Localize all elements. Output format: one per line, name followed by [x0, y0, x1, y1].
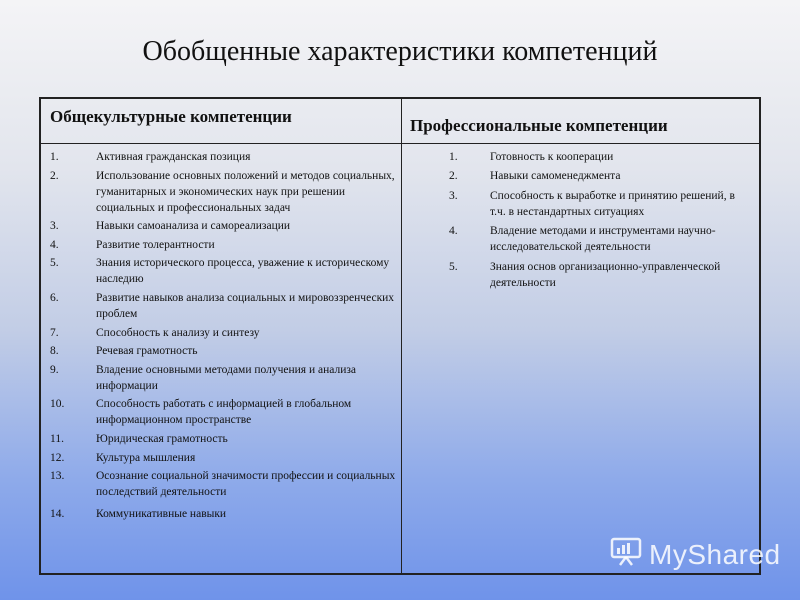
item-text: Знания основ организационно-управленческой деятельности: [490, 260, 721, 289]
item-number: 11.: [50, 432, 64, 445]
item-text: Осознание социальной значимости профессии и социальных последствий деятельности: [96, 470, 396, 499]
item-text: Развитие толерантности: [96, 238, 215, 251]
item-text: Активная гражданская позиция: [96, 151, 251, 163]
list-item: [50, 431, 398, 447]
item-text: Коммуникативные навыки: [96, 508, 227, 521]
professional-competencies-list: [449, 149, 749, 294]
presentation-board-icon: [609, 534, 649, 575]
item-number: 2.: [449, 170, 458, 183]
list-item: [50, 362, 398, 394]
list-item: [449, 168, 749, 184]
item-text: Навыки самоанализа и самореализации: [96, 220, 291, 233]
list-item: [50, 343, 398, 359]
watermark-text: MyShared: [649, 538, 781, 570]
watermark: [609, 534, 781, 575]
list-item: [50, 325, 398, 341]
item-number: 6.: [50, 291, 59, 304]
item-number: 9.: [50, 363, 59, 376]
item-number: 1.: [50, 151, 59, 163]
item-number: 13.: [50, 470, 65, 483]
item-number: 8.: [50, 345, 59, 358]
item-number: 12.: [50, 451, 65, 464]
list-item: [449, 223, 749, 255]
general-competencies-cell: [41, 144, 402, 573]
list-item: [50, 450, 398, 466]
list-item: [50, 168, 398, 216]
item-text: Способность к анализу и синтезу: [96, 326, 260, 339]
item-number: 7.: [50, 326, 59, 339]
slide-title: Обобщенные характеристики компетенций: [142, 36, 658, 67]
list-item: [50, 396, 398, 428]
item-text: Владение методами и инструментами научно-исследовательской деятельности: [490, 225, 716, 254]
item-text: Знания исторического процесса, уважение к историческому наследию: [96, 257, 390, 286]
header-cell-professional: [402, 99, 759, 144]
item-text: Способность к выработке и принятию решений, в т.ч. в нестандартных ситуациях: [490, 189, 735, 218]
item-text: Способность работать с информацией в глобальном информационном пространстве: [96, 398, 352, 427]
item-number: 4.: [50, 238, 59, 251]
list-item: [50, 255, 398, 287]
item-text: Юридическая грамотность: [96, 432, 228, 445]
list-item: [449, 149, 749, 165]
general-competencies-list: [50, 149, 398, 525]
item-text: Культура мышления: [96, 451, 196, 464]
item-text: Навыки самоменеджмента: [490, 170, 621, 183]
list-item: [50, 237, 398, 253]
list-item: [50, 218, 398, 234]
item-number: 2.: [50, 169, 59, 182]
header-cell-general: [41, 99, 402, 144]
item-number: 3.: [449, 189, 458, 202]
item-text: Использование основных положений и методов социальных, гуманитарных и экономических наук при решении социальных и профессиональных задач: [96, 169, 395, 214]
header-general: Общекультурные компетенции: [50, 107, 292, 126]
item-number: 10.: [50, 398, 65, 411]
item-number: 1.: [449, 151, 458, 163]
item-text: Готовность к кооперации: [490, 151, 614, 163]
item-number: 3.: [50, 220, 59, 233]
list-item: [50, 506, 398, 522]
item-number: 5.: [50, 257, 59, 270]
item-text: Владение основными методами получения и анализа информации: [96, 363, 356, 392]
item-text: Речевая грамотность: [96, 345, 198, 358]
professional-competencies-cell: [402, 144, 759, 573]
list-item: [50, 290, 398, 322]
item-text: Развитие навыков анализа социальных и мировоззренческих проблем: [96, 291, 395, 320]
list-item: [50, 149, 398, 165]
list-item: [449, 188, 749, 220]
competencies-table: [39, 97, 761, 575]
header-professional: Профессиональные компетенции: [410, 116, 668, 135]
list-item: [449, 259, 749, 291]
item-number: 4.: [449, 225, 458, 238]
item-number: 14.: [50, 508, 65, 521]
item-number: 5.: [449, 260, 458, 273]
list-item: [50, 468, 398, 500]
